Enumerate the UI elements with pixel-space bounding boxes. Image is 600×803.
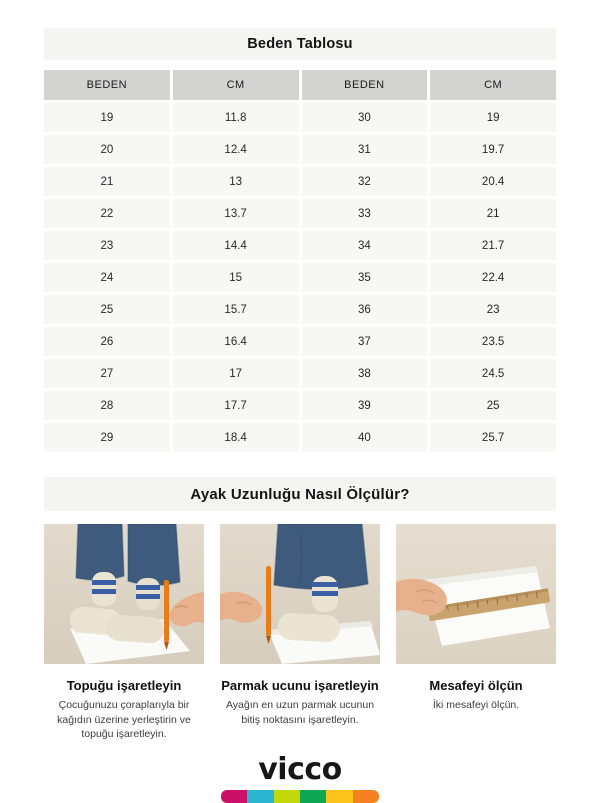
measure-guide-steps xyxy=(44,524,556,742)
step-description: İki mesafeyi ölçün. xyxy=(432,699,520,711)
logo-bar-segment xyxy=(247,790,273,803)
cm-cell: 22.4 xyxy=(430,263,556,292)
cm-cell: 23.5 xyxy=(430,327,556,356)
size-table xyxy=(44,70,556,452)
cm-cell: 17.7 xyxy=(173,391,299,420)
logo-bar-segment xyxy=(221,790,247,803)
cm-cell: 20.4 xyxy=(430,167,556,196)
cm-cell: 13 xyxy=(173,167,299,196)
size-cell: 19 xyxy=(44,103,170,132)
step-measure-distance xyxy=(396,524,556,742)
cm-cell: 14.4 xyxy=(173,231,299,260)
size-table-title-bar xyxy=(44,28,556,60)
size-cell: 23 xyxy=(44,231,170,260)
size-cell: 20 xyxy=(44,135,170,164)
size-table-title: Beden Tablosu xyxy=(247,36,353,52)
logo-bar-segment xyxy=(274,790,300,803)
logo-bar-segment xyxy=(353,790,379,803)
size-table-header: BEDEN xyxy=(302,70,428,100)
marking-pencil xyxy=(266,566,271,636)
size-cell: 26 xyxy=(44,327,170,356)
cm-cell: 24.5 xyxy=(430,359,556,388)
ruler-measuring-photo xyxy=(396,524,556,664)
step-mark-toe xyxy=(220,524,380,742)
cm-cell: 23 xyxy=(430,295,556,324)
size-cell: 22 xyxy=(44,199,170,228)
size-cell: 28 xyxy=(44,391,170,420)
size-cell: 24 xyxy=(44,263,170,292)
logo-bar-segment xyxy=(300,790,326,803)
step-description: Çocuğunuzu çoraplarıyla bir kağıdın üzerine yerleştirin ve topuğu işaretleyin. xyxy=(57,699,191,741)
cm-cell: 15 xyxy=(173,263,299,292)
cm-cell: 25 xyxy=(430,391,556,420)
size-cell: 21 xyxy=(44,167,170,196)
step-title: Parmak ucunu işaretleyin xyxy=(221,678,379,693)
logo-bar-segment xyxy=(326,790,352,803)
size-cell: 30 xyxy=(302,103,428,132)
step-description: Ayağın en uzun parmak ucunun bitiş noktasını işaretleyin. xyxy=(225,699,375,726)
size-cell: 32 xyxy=(302,167,428,196)
size-cell: 27 xyxy=(44,359,170,388)
cm-cell: 16.4 xyxy=(173,327,299,356)
step-title: Topuğu işaretleyin xyxy=(66,678,182,693)
size-table-header: CM xyxy=(430,70,556,100)
size-guide-page xyxy=(44,0,556,803)
size-cell: 31 xyxy=(302,135,428,164)
size-cell: 39 xyxy=(302,391,428,420)
vicco-logo: vicco xyxy=(258,752,342,788)
toe-marking-photo xyxy=(220,524,380,664)
cm-cell: 15.7 xyxy=(173,295,299,324)
marking-pencil xyxy=(164,580,169,642)
size-table-header: CM xyxy=(173,70,299,100)
size-cell: 25 xyxy=(44,295,170,324)
cm-cell: 21 xyxy=(430,199,556,228)
brand-footer xyxy=(44,752,556,803)
size-table-header: BEDEN xyxy=(44,70,170,100)
size-cell: 33 xyxy=(302,199,428,228)
heel-marking-photo xyxy=(44,524,204,664)
size-cell: 37 xyxy=(302,327,428,356)
cm-cell: 18.4 xyxy=(173,423,299,452)
measure-guide-title: Ayak Uzunluğu Nasıl Ölçülür? xyxy=(190,485,410,503)
vicco-rainbow-bar xyxy=(221,790,379,803)
step-mark-heel xyxy=(44,524,204,742)
size-cell: 29 xyxy=(44,423,170,452)
size-cell: 40 xyxy=(302,423,428,452)
measure-guide-title-bar xyxy=(44,477,556,511)
cm-cell: 19 xyxy=(430,103,556,132)
size-cell: 35 xyxy=(302,263,428,292)
step-title: Mesafeyi ölçün xyxy=(429,678,523,693)
cm-cell: 11.8 xyxy=(173,103,299,132)
size-cell: 34 xyxy=(302,231,428,260)
jeans-leg-right xyxy=(128,524,180,585)
size-cell: 38 xyxy=(302,359,428,388)
cm-cell: 21.7 xyxy=(430,231,556,260)
cm-cell: 12.4 xyxy=(173,135,299,164)
size-cell: 36 xyxy=(302,295,428,324)
cm-cell: 25.7 xyxy=(430,423,556,452)
cm-cell: 19.7 xyxy=(430,135,556,164)
cm-cell: 17 xyxy=(173,359,299,388)
cm-cell: 13.7 xyxy=(173,199,299,228)
